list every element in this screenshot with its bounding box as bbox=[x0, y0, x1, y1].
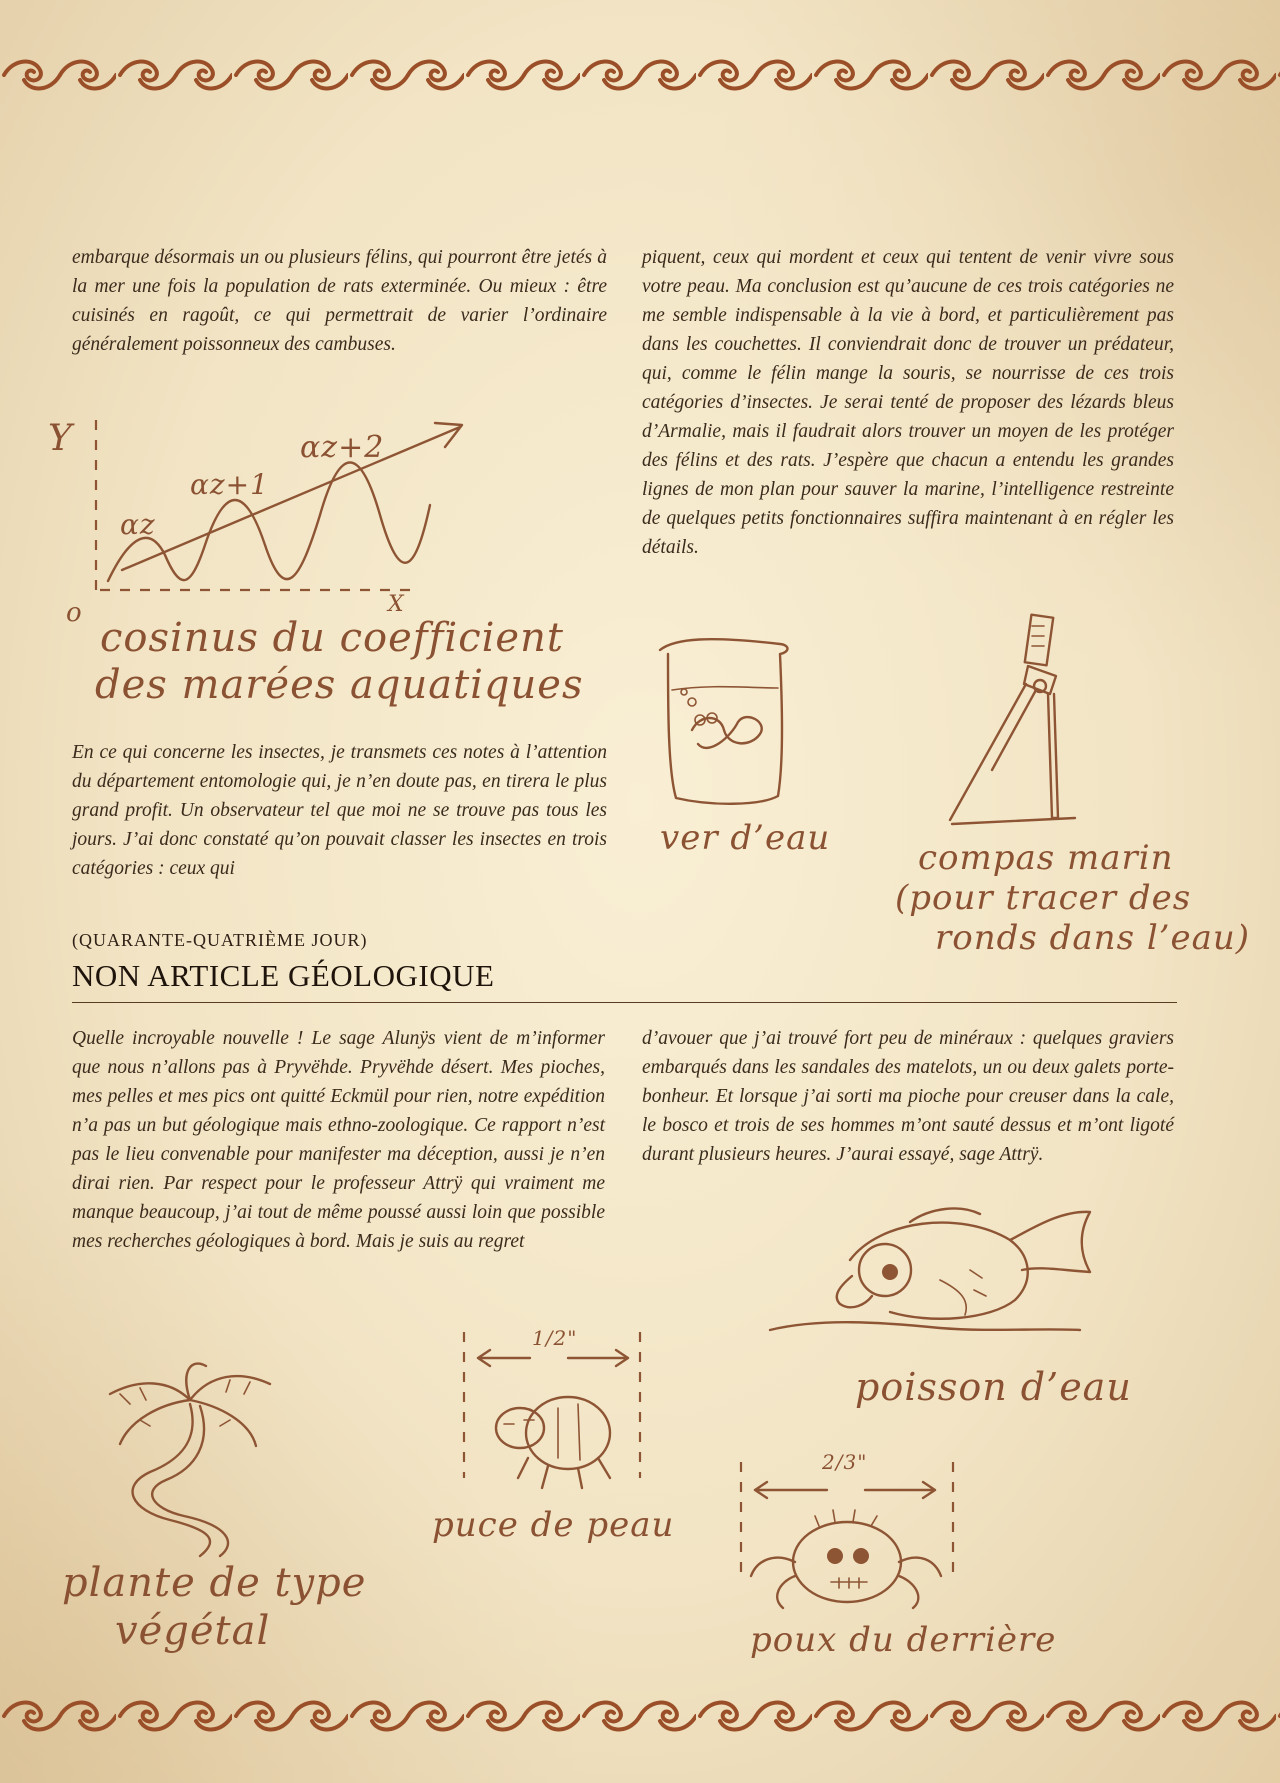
worm-beaker-sketch bbox=[650, 630, 800, 810]
plant-caption-line1: plante de type bbox=[62, 1560, 367, 1606]
compass-caption-line3: ronds dans l’eau) bbox=[935, 918, 1251, 958]
compass-caption-line2: (pour tracer des bbox=[895, 878, 1192, 918]
intro-left-paragraph: embarque désormais un ou plusieurs félins, qui pourront être jetés à la mer une fois la population de rats exterminée. Ou mieux : être cuisinés en ragoût, ce qui permettrait de varier l’ordinaire généralement poissonneux des cambuses. bbox=[72, 247, 607, 355]
plant-caption-line2: végétal bbox=[115, 1608, 271, 1654]
ornamental-border-bottom bbox=[0, 1693, 1280, 1739]
geology-right-paragraph: d’avouer que j’ai trouvé fort peu de minéraux : quelques graviers embarqués dans les sandales des matelots, un ou deux galets porte-bonheur. Et lorsque j’ai sorti ma pioche pour creuser dans la cale, le bosco et trois de ses hommes m’ont sauté dessus et m’ont ligoté durant plusieurs heures. J’aurai essayé, sage Attrÿ. bbox=[642, 1028, 1174, 1165]
graph-origin-label: o bbox=[66, 598, 83, 628]
graph-caption-line2: des marées aquatiques bbox=[95, 662, 584, 708]
fish-caption: poisson d’eau bbox=[855, 1365, 1132, 1409]
flea-sketch bbox=[458, 1328, 648, 1498]
graph-caption-line1: cosinus du coefficient bbox=[100, 615, 564, 661]
ornamental-border-top bbox=[0, 52, 1280, 98]
compass-caption-line1: compas marin bbox=[918, 838, 1174, 878]
flea-size-label: 1/2" bbox=[532, 1326, 578, 1350]
graph-wave-curve bbox=[108, 463, 430, 582]
graph-label-alpha-z: αz bbox=[120, 508, 156, 541]
worm-caption: ver d’eau bbox=[660, 818, 831, 858]
fish-sketch bbox=[760, 1200, 1120, 1360]
intro-right-paragraph: piquent, ceux qui mordent et ceux qui tentent de venir vivre sous votre peau. Ma conclusion est qu’aucune de ces trois catégories ne me semble indispensable à la vie à bord, et particulièrement pas dans les couchettes. Il conviendrait donc de trouver un prédateur, qui, comme le félin mange la souris, se nourrisse de ces trois catégories d’insectes. Je serai tenté de proposer des lézards bleus d’Armalie, mais il faudrait alors trouver un moyen de les protéger des félins et des rats. J’espère que chacun a entendu les grandes lignes de mon plan pour sauver la marine, l’intelligence restreinte de quelques petits fonctionnaires suffira maintenant à en régler les détails. bbox=[642, 247, 1174, 558]
flea-caption: puce de peau bbox=[432, 1505, 675, 1545]
louse-sketch bbox=[735, 1452, 965, 1622]
graph-x-label: X bbox=[388, 592, 405, 617]
section-day-label: (QUARANTE-QUATRIÈME JOUR) bbox=[72, 930, 368, 950]
plant-sketch bbox=[80, 1360, 300, 1560]
louse-caption: poux du derrière bbox=[750, 1620, 1057, 1660]
louse-size-label: 2/3" bbox=[822, 1450, 868, 1474]
graph-trend-arrow bbox=[122, 423, 462, 570]
graph-y-label: Y bbox=[48, 418, 73, 459]
geology-left-paragraph: Quelle incroyable nouvelle ! Le sage Alunÿs vient de m’informer que nous n’allons pas à Pryvëhde. Pryvëhde désert. Mes pioches, mes pelles et mes pics ont quitté Eckmül pour rien, notre expédition n’a pas un but géologique mais ethno-zoologique. Ce rapport n’est pas le lieu convenable pour manifester ma déception, aussi je n’en dirai rien. Par respect pour le professeur Attrÿ qui vraiment me manque beaucoup, j’ai tout de même poussé aussi loin que possible mes recherches géologiques à bord. Mais je suis au regret bbox=[72, 1028, 605, 1252]
graph-label-alpha-z1: αz+1 bbox=[190, 468, 269, 501]
section-divider bbox=[72, 1002, 1177, 1003]
compass-sketch bbox=[940, 610, 1080, 835]
section-title: NON ARTICLE GÉOLOGIQUE bbox=[72, 958, 495, 993]
graph-label-alpha-z2: αz+2 bbox=[300, 430, 385, 465]
insects-paragraph: En ce qui concerne les insectes, je transmets ces notes à l’attention du département entomologie qui, je n’en doute pas, en tirera le plus grand profit. Un observateur tel que moi ne se trouve pas tous les jours. J’ai donc constaté qu’on pouvait classer les insectes en trois catégories : ceux qui bbox=[72, 742, 607, 879]
